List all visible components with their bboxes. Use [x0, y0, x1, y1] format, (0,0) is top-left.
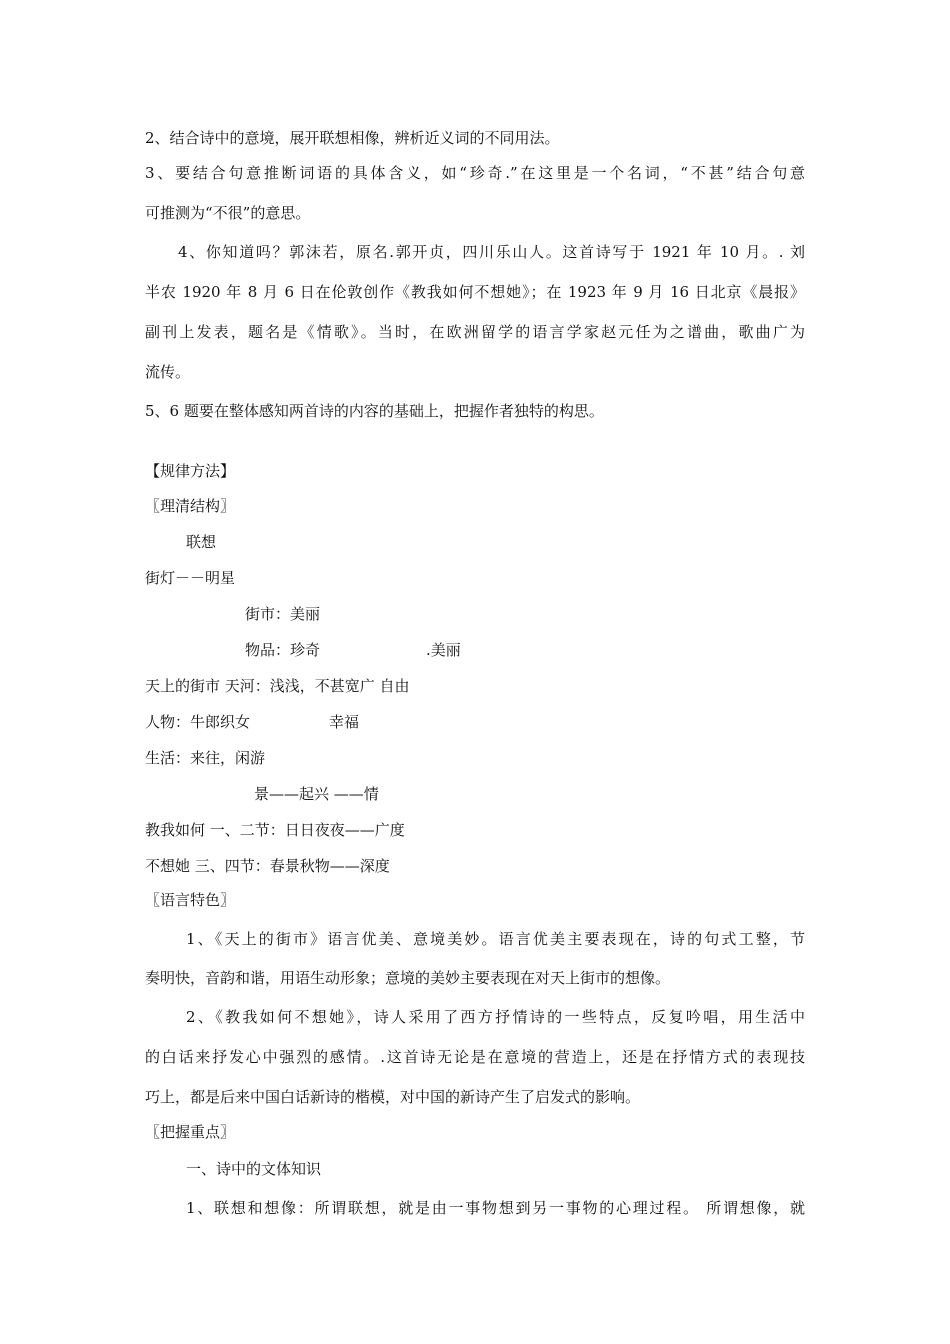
section-heading-rules: 【规律方法】: [145, 462, 236, 480]
text-line-26: 巧上，都是后来中国白话新诗的楷模，对中国的新诗产生了启发式的影响。: [145, 1088, 641, 1106]
structure-streetlamp: 街灯－－明星: [145, 569, 236, 587]
text-line-25: 的白话来抒发心中强烈的感情。.这首诗无论是在意境的营造上，还是在抒情方式的表现技: [145, 1048, 805, 1066]
structure-life: 生活：来往，闲游: [145, 749, 266, 767]
text-line-29: 1、联想和想像：所谓联想，就是由一事物想到另一事物的心理过程。 所谓想像，就: [186, 1199, 805, 1217]
text-line-28: 一、诗中的文体知识: [186, 1160, 322, 1178]
text-line-2: 3、要结合句意推断词语的具体含义，如“珍奇.”在这里是一个名词，“不甚”结合句意: [145, 164, 805, 182]
text-line-5: 半农 1920 年 8 月 6 日在伦敦创作《教我如何不想她》；在 1923 年 9 月 16 日北京《晨报》: [145, 283, 805, 301]
structure-happiness: 幸福: [329, 713, 360, 731]
text-line-3: 可推测为“不很”的意思。: [145, 204, 311, 222]
structure-poem2-part1: 教我如何 一、二节：日日夜夜——广度: [145, 821, 405, 839]
structure-heaven-street: 天上的街市 天河：浅浅，不甚宽广 自由: [145, 677, 410, 695]
subheading-key-points: 〖把握重点〗: [145, 1123, 236, 1141]
structure-scene-emotion: 景——起兴 ——情: [254, 785, 379, 803]
text-line-4: 4、你知道吗？郭沫若，原名.郭开贞，四川乐山人。这首诗写于 1921 年 10 月。. 刘: [178, 243, 805, 261]
text-line-8: 5、6 题要在整体感知两首诗的内容的基础上，把握作者独特的构思。: [145, 402, 604, 420]
structure-people: 人物：牛郎织女: [145, 713, 251, 731]
structure-poem2-part2: 不想她 三、四节：春景秋物——深度: [145, 857, 390, 875]
structure-items: 物品：珍奇: [245, 641, 321, 659]
text-line-6: 副刊上发表，题名是《情歌》。当时，在欧洲留学的语言学家赵元任为之谱曲，歌曲广为: [145, 323, 805, 341]
structure-association: 联想: [186, 533, 217, 551]
structure-street: 街市：美丽: [245, 605, 321, 623]
text-line-23: 奏明快，音韵和谐，用语生动形象；意境的美妙主要表现在对天上街市的想像。: [145, 969, 671, 987]
text-line-22: 1、《天上的街市》语言优美、意境美妙。语言优美主要表现在，诗的句式工整，节: [186, 930, 805, 948]
text-line-7: 流传。: [145, 363, 191, 381]
subheading-structure: 〖理清结构〗: [145, 497, 236, 515]
text-line-24: 2、《教我如何不想她》，诗人采用了西方抒情诗的一些特点，反复吟唱，用生活中: [186, 1008, 805, 1026]
subheading-language: 〖语言特色〗: [145, 891, 236, 909]
structure-beautiful: .美丽: [426, 641, 461, 659]
text-line-1: 2、结合诗中的意境，展开联想相像，辨析近义词的不同用法。: [145, 129, 560, 147]
